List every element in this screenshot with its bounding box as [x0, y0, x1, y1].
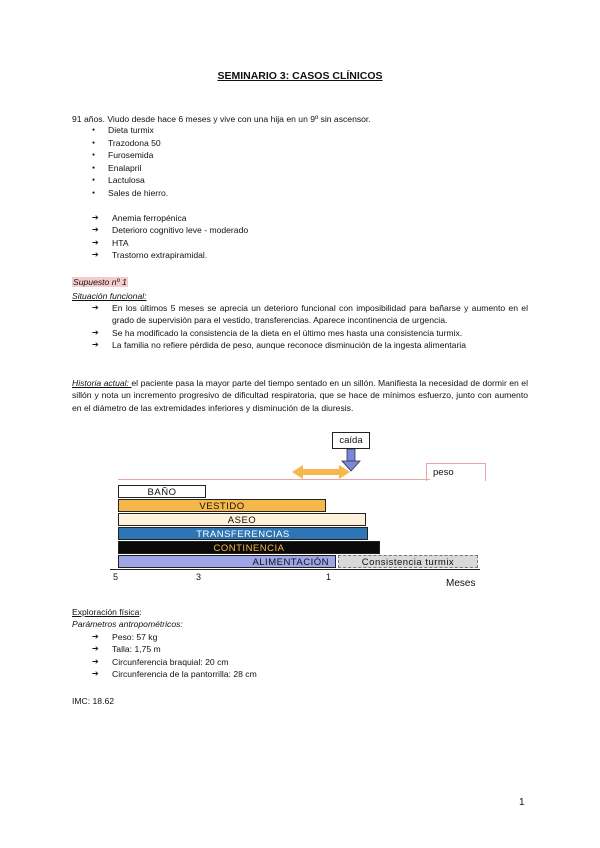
list-item: ➔ Circunferencia de la pantorrilla: 28 cm — [92, 668, 257, 680]
bar-continencia: CONTINENCIA — [118, 541, 380, 554]
list-item: ● Furosemida — [92, 149, 168, 162]
list-item: ➔ Circunferencia braquial: 20 cm — [92, 656, 257, 668]
imc-value: IMC: 18.62 — [72, 696, 115, 706]
bar-bano: BAÑO — [118, 485, 206, 498]
bar-alimentacion: ALIMENTACIÓN — [118, 555, 336, 568]
list-item: ➔ La familia no refiere pérdida de peso, aunque reconoce disminución de la ingesta alimentaria — [92, 339, 528, 351]
weight-line — [118, 479, 430, 480]
list-item: ➔ Se ha modificado la consistencia de la dieta en el último mes hasta una consistencia turmix. — [92, 327, 528, 339]
tick-label: 1 — [326, 572, 332, 582]
double-arrow-icon — [292, 464, 350, 480]
list-item: ➔ En los últimos 5 meses se aprecia un deterioro funcional con imposibilidad para bañarse y aumento en el grado de supervisión para el vestido, transferencias. Aparece incontinencia de urgencia. — [92, 302, 528, 327]
history-text: el paciente pasa la mayor parte del tiempo sentado en un sillón. Manifiesta la necesidad de dormir en el sillón y nota un incremento progresivo de dificultad respiratoria, que se hace de mínimos esfuerzo, junto con aumento en el diámetro de las extremidades inferiores y disminución de la diuresis. — [72, 378, 528, 413]
bar-aseo: ASEO — [118, 513, 366, 526]
case-label: Supuesto nº 1 — [73, 277, 127, 287]
list-item: ● Trazodona 50 — [92, 137, 168, 150]
exploration-subheading: Parámetros antropométricos: — [72, 619, 183, 629]
medication-list — [92, 124, 168, 200]
list-item: ● Lactulosa — [92, 174, 168, 187]
anthropometric-list — [92, 631, 257, 681]
exploration-heading-line — [72, 606, 142, 618]
page-number: 1 — [519, 797, 525, 808]
patient-intro: 91 años. Viudo desde hace 6 meses y vive con una hija en un 9º sin ascensor. — [72, 114, 371, 124]
fall-label: caída — [332, 432, 370, 449]
list-item: ➔ Trastorno extrapiramidal. — [92, 249, 248, 261]
axis-title: Meses — [446, 578, 476, 589]
list-item: ● Enalapril — [92, 162, 168, 175]
list-item: ● Sales de hierro. — [92, 187, 168, 200]
bar-vestido: VESTIDO — [118, 499, 326, 512]
bar-turmix: Consistencia turmix — [338, 555, 478, 568]
list-item: ➔ Anemia ferropénica — [92, 212, 248, 224]
exploration-colon: : — [139, 607, 142, 617]
list-item: ➔ Peso: 57 kg — [92, 631, 257, 643]
functional-heading: Situación funcional: — [72, 291, 147, 301]
bar-transferencias: TRANSFERENCIAS — [118, 527, 368, 540]
page-title: SEMINARIO 3: CASOS CLÍNICOS — [217, 70, 383, 82]
list-item: ➔ HTA — [92, 237, 248, 249]
time-axis — [110, 569, 480, 570]
functional-list — [92, 302, 528, 352]
tick-label: 5 — [113, 572, 119, 582]
list-item: ➔ Deterioro cognitivo leve - moderado — [92, 224, 248, 236]
list-item: ➔ Talla: 1,75 m — [92, 643, 257, 655]
exploration-heading: Exploración física — [72, 607, 140, 617]
history-heading: Historia actual: — [72, 378, 132, 388]
list-item: ● Dieta turmix — [92, 124, 168, 137]
diagnosis-list — [92, 212, 248, 262]
history-paragraph — [72, 377, 528, 414]
tick-label: 3 — [196, 572, 202, 582]
weight-label: peso — [426, 463, 486, 481]
